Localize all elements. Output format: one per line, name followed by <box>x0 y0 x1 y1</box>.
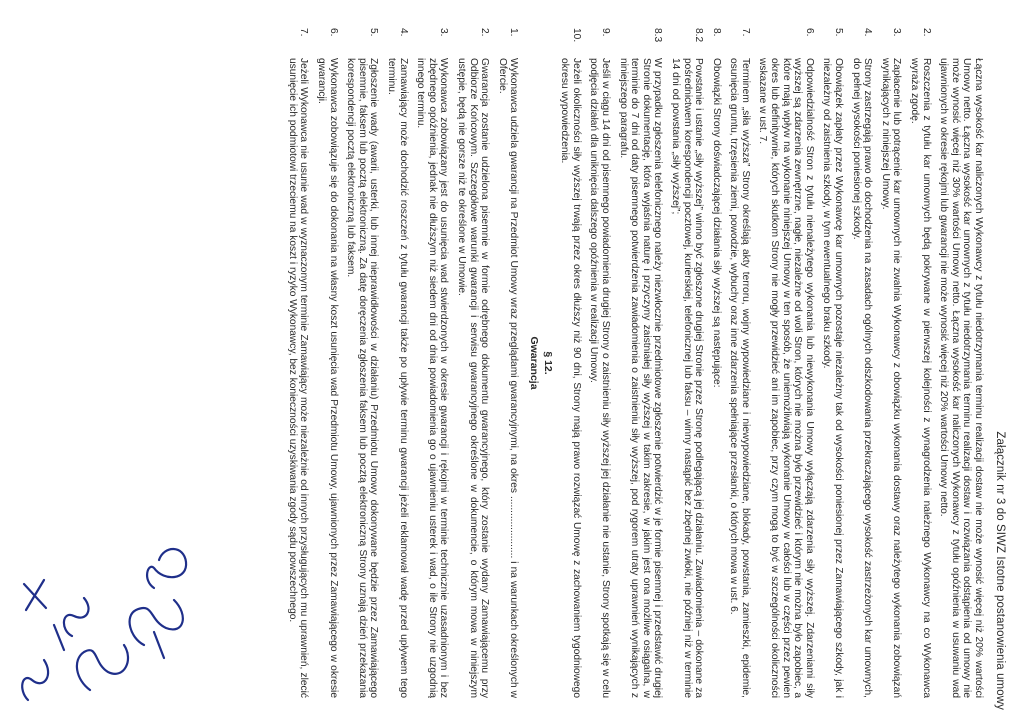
item-number: 7. <box>298 28 310 37</box>
sub-list-item <box>669 28 704 698</box>
document-body <box>280 28 984 698</box>
item-number: 7. <box>739 28 751 37</box>
item-text: Obowiązki Strony doświadczającej działania siły wyższej są następujące: <box>710 58 722 388</box>
item-text: Jeżeli okoliczności siły wyższej trwają przez okres dłuższy niż 90 dni, Strony mają prawo rozwiązać Umowę z zachowaniem tygodniowego okresu wypowiedzenia. <box>559 58 582 698</box>
item-text: Roszczenia z tytułu kar umownych będą pokrywane w pierwszej kolejności z wynagrodzenia należnego Wykonawcy na co Wykonawca wyraża zgodę. <box>909 58 932 698</box>
item-number: 5. <box>833 28 845 37</box>
item-text: Zapłacenie lub potrącenie kar umownych nie zwalnia Wykonawcy z obowiązku wykonania dostawy oraz należytego wykonania zobowiązań wynikających z niniejszej Umowy. <box>879 58 903 698</box>
item-number: 3. <box>438 28 450 37</box>
item-text: Powstanie i ustanie „siły wyższej” winno być zgłoszone drugiej Stronie przez Stronę podlegającą jej działaniu. Zawiadomienia – dokonane za pośrednictwem korespondencji pocztowej, kurierskiej, telefonicznej lub faksu – winny nastąpić bez zbędnej zwłoki, nie później niż w terminie 14 dni od powstania „siły wyższej”; <box>669 58 705 698</box>
item-number: 4. <box>862 28 874 37</box>
signature-stroke <box>77 645 128 690</box>
item-text: Wykonawca udziela gwarancji na Przedmiot Umowy wraz przeglądami gwarancyjnymi, na okres ...................... i na warunkach określonych w Ofercie. <box>496 58 520 698</box>
item-text: Obowiązek zapłaty przez Wykonawcę kar umownych pozostaje niezależny tak od wysokości poniesionej przez Zamawiającego szkody, jak i niezależny od zaistnienia szkody, w tym ewentualnego braku szkody. <box>821 58 845 698</box>
item-number: 4. <box>397 28 409 37</box>
signature-stroke <box>147 549 186 588</box>
list-item <box>385 28 408 698</box>
item-number: 6. <box>803 28 815 37</box>
item-text: Terminem „siła wyższa” Strony określają akty terroru, wojny wypowiedziane i niewypowiedziane, blokady, powstania, zamieszki, epidemie, osunięcia gruntu, trzęsienia ziemi, powodzie, wybuchy oraz inne zdarzenia spełniające przesłanki, o których mowa w ust. 6. <box>728 58 751 698</box>
handwritten-signatures <box>14 540 194 710</box>
document-header: Załącznik nr 3 do SIWZ Istotne postanowienia umowy <box>994 431 1006 710</box>
item-text: W przypadku zgłoszenia telefonicznego należy niezwłocznie przedmiotowe zgłoszenie potwierdzić w je formie pisemnej i przedstawić drugiej Stronie dokumentację, która wyjaśnia naturę i przyczyny zaistniałej siły wyższej w takim zakresie, w jakim jest ona możliwe osiągalna, w terminie do 7 dni od daty pisemnego potwierdzenia zawiadomienia o zaistnieniu siły wyższej, pod rygorem utraty uprawnień wynikających z niniejszego paragrafu. <box>617 58 664 698</box>
list-item <box>728 28 751 698</box>
signature-stroke <box>130 600 183 658</box>
paragraph-text: Łączna wysokość kar naliczonych Wykonawcy z tytułu niedotrzymania terminu realizacji dostaw nie może wynosić więcej niż 20% wartości Umowy netto. Łączna wysokość kar umownych z tytułu niedotrzymania terminu realizacji dostaw i rozwiązania odstąpienia od umowy nie może wynosić więcej niż 30% wartości Umowy netto. Łączna wysokość kar naliczonych Wykonawcy z tytułu opóźnienia w usuwaniu wad ujawnionych w okresie rękojmi lub gwarancji nie może wynosić więcej niż 20% wartości Umowy netto. <box>938 58 984 698</box>
item-number: 2. <box>479 28 491 37</box>
list-item <box>286 28 309 698</box>
item-number: 8.3 <box>652 28 664 43</box>
list-item <box>908 28 931 698</box>
list-item <box>879 28 902 698</box>
list-item <box>710 28 722 698</box>
item-number: 5. <box>368 28 380 37</box>
signature-drawing <box>14 540 194 710</box>
item-text: Jeśli w ciągu 14 dni od pisemnego powiadomienia drugiej Strony o zaistnieniu siły wyższej jej działanie nie ustanie, Strony spotkają się w celu podjęcia działań dla uniknięcia dalszego opóźnienia w realizacji Umowy. <box>588 58 611 698</box>
list-item <box>455 28 490 698</box>
signature-stroke <box>22 660 48 700</box>
list-item <box>559 28 582 698</box>
item-number: 8.2 <box>693 28 705 43</box>
item-text: Wykonawca zobowiązany jest do usunięcia wad stwierdzonych w okresie gwarancji i rękojmi w terminie technicznie uzasadnionym i bez zbędnego opóźnienia, jednak nie dłuższym niż siedem dni od dnia powiadomienia go o ujawnieniu usterek i wad, o ile Strony nie uzgodnią innego terminu. <box>415 58 450 698</box>
list-item <box>588 28 611 698</box>
list-item <box>415 28 450 698</box>
list-item <box>821 28 844 698</box>
list-item <box>757 28 815 698</box>
section-title: Gwarancja <box>528 336 540 390</box>
item-text: Zamawiający może dochodzić roszczeń z tytułu gwarancji także po upływie terminu gwarancji jeżeli reklamował wadę przed upływem tego terminu. <box>386 58 409 698</box>
signature-stroke <box>54 598 89 650</box>
item-number: 6. <box>327 28 339 37</box>
item-number: 1. <box>508 28 520 37</box>
list-item <box>345 28 380 698</box>
item-text: Wykonawca zobowiązuje się do dokonania na własny koszt usunięcia wad Przedmiotu Umowy, ujawnionych przez Zamawiającego w okresie gwarancji. <box>316 58 339 698</box>
item-number: 3. <box>891 28 903 37</box>
item-text: Gwarancja zostanie udzielona pisemnie w formie odrębnego dokumentu gwarancyjnego, który zostanie wydany Zamawiającemu przy Odbiorze Końcowym. Szczegółowe warunki gwarancji i serwisu gwarancyjnego określone w dokumencie, o którym mowa w niniejszym ustępie, będą nie gorsze niż te określone w Umowie. <box>456 58 491 698</box>
item-text: Odpowiedzialność Stron z tytułu nienależytego wykonania lub niewykonania Umowy wyłączają zdarzenia siły wyższej. Zdarzeniami siły wyższej są zdarzenia zewnętrzne, nagłe, niezależne od woli Stron, których nie można było przewidzieć i którym nie można było zapobiec, a które mają wpływ na wykonanie niniejszej Umowy w ten sposób, że uniemożliwiają wykonanie Umowy w całości lub w części przez pewien okres lub definitywnie, których skutkom Strony nie mogły przewidzieć ani im zapobiec, przy czym mogą to być w szczególności okoliczności wskazane w ust. 7. <box>757 58 815 698</box>
signature-stroke <box>24 580 46 610</box>
item-text: Strony zastrzegają prawo do dochodzenia na zasadach ogólnych odszkodowania przekraczającego wysokość zastrzeżonych kar umownych, do pełnej wysokości poniesionej szkody. <box>850 58 874 698</box>
list-item <box>496 28 519 698</box>
item-number: 8. <box>710 28 722 37</box>
item-number: 10. <box>570 28 582 43</box>
list-item <box>316 28 339 698</box>
item-number: 2. <box>920 28 932 37</box>
sub-list-item <box>617 28 663 698</box>
item-text: Jeżeli Wykonawca nie usunie wad w wyznaczonym terminie Zamawiający może niezależnie od innych przysługujących mu uprawnień, zlecić usunięcie ich podmiotowi trzeciemu na koszt i ryzyko Wykonawcy, bez konieczności uzyskiwania zgody sądu powszechnego. <box>286 58 310 698</box>
paragraph-intro <box>938 28 984 698</box>
list-item <box>850 28 873 698</box>
item-text: Zgłoszenie wady (awarii, usterki, lub innej nieprawidłowości w działaniu) Przedmiotu Umowy dokonywane będzie przez Zamawiającego pisemnie, faksem lub pocztą elektroniczną. Za datę doręczenia zgłoszenia faksem lub pocztą elektroniczną Strony uznają dzień przekazania korespondencji pocztą elektroniczną lub faksem. <box>345 58 380 698</box>
section-number: § 12. <box>541 351 554 375</box>
item-number: 9. <box>599 28 611 37</box>
